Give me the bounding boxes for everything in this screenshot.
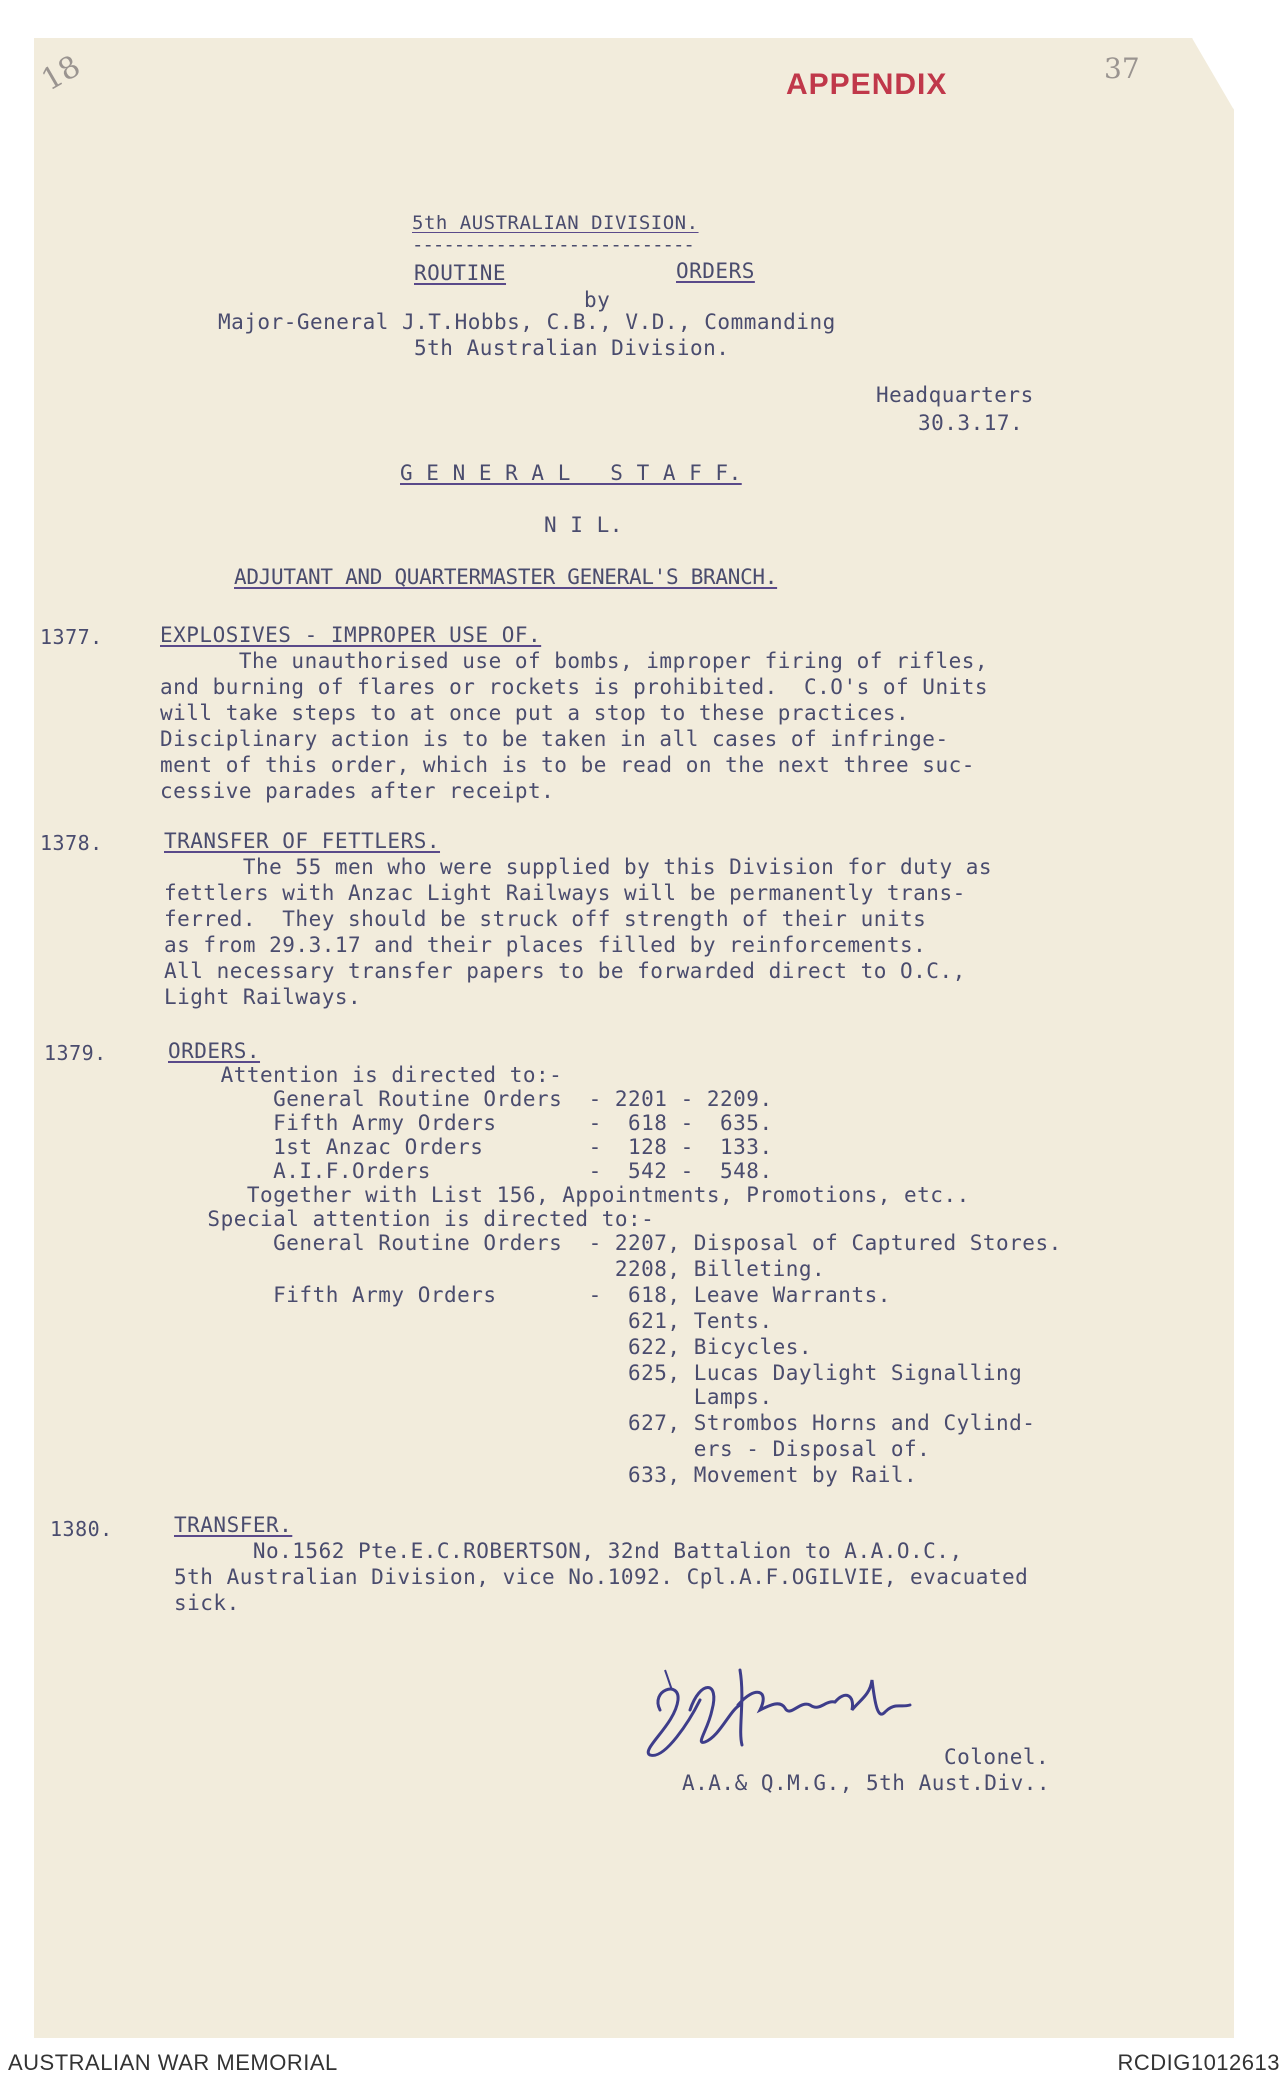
- order-title-1380: TRANSFER.: [174, 1513, 293, 1537]
- body-line: 633, Movement by Rail.: [168, 1463, 918, 1487]
- body-line: 625, Lucas Daylight Signalling: [168, 1361, 1023, 1385]
- body-line: and burning of flares or rockets is prohibited. C.O's of Units: [160, 675, 989, 699]
- body-line: The 55 men who were supplied by this Division for duty as: [164, 855, 993, 879]
- order-date: 30.3.17.: [918, 411, 1024, 435]
- body-line: Fifth Army Orders - 618, Leave Warrants.: [168, 1283, 891, 1307]
- division-heading: 5th AUSTRALIAN DIVISION.: [412, 212, 699, 234]
- body-line: cessive parades after receipt.: [160, 779, 555, 803]
- appendix-stamp: APPENDIX: [786, 68, 948, 101]
- folio-number-right: 37: [1104, 52, 1140, 85]
- signatory-title: A.A.& Q.M.G., 5th Aust.Div..: [682, 1771, 1051, 1795]
- heading-divider: ---------------------------: [412, 234, 694, 256]
- branch-heading: ADJUTANT AND QUARTERMASTER GENERAL'S BRANCH.: [234, 565, 778, 589]
- division-line: 5th Australian Division.: [414, 336, 730, 360]
- body-line: sick.: [174, 1591, 240, 1615]
- by-label: by: [584, 288, 611, 312]
- general-staff-heading: G E N E R A L S T A F F.: [400, 461, 742, 485]
- body-line: 627, Strombos Horns and Cylind-: [168, 1411, 1036, 1435]
- body-line: Special attention is directed to:-: [168, 1207, 655, 1231]
- body-line: ferred. They should be struck off strength of their units: [164, 907, 927, 931]
- body-line: Lamps.: [168, 1385, 773, 1409]
- general-staff-nil: N I L.: [544, 513, 623, 537]
- body-line: Light Railways.: [164, 985, 362, 1009]
- body-line: All necessary transfer papers to be forwarded direct to O.C.,: [164, 959, 966, 983]
- body-line: 622, Bicycles.: [168, 1335, 813, 1359]
- body-line: General Routine Orders - 2207, Disposal of Captured Stores.: [168, 1231, 1062, 1255]
- footer-institution: AUSTRALIAN WAR MEMORIAL: [8, 2050, 338, 2075]
- order-title-1378: TRANSFER OF FETTLERS.: [164, 829, 441, 853]
- order-number-1379: 1379.: [44, 1041, 107, 1065]
- order-number-1377: 1377.: [40, 625, 103, 649]
- order-title-1379: ORDERS.: [168, 1039, 261, 1063]
- signatory-rank: Colonel.: [944, 1745, 1050, 1769]
- body-line: as from 29.3.17 and their places filled by reinforcements.: [164, 933, 927, 957]
- order-number-1380: 1380.: [50, 1517, 113, 1541]
- body-line: General Routine Orders - 2201 - 2209.: [168, 1087, 773, 1111]
- body-line: 621, Tents.: [168, 1309, 773, 1333]
- body-line: ment of this order, which is to be read on the next three suc-: [160, 753, 975, 777]
- body-line: fettlers with Anzac Light Railways will be permanently trans-: [164, 881, 966, 905]
- body-line: No.1562 Pte.E.C.ROBERTSON, 32nd Battalion to A.A.O.C.,: [174, 1539, 963, 1563]
- handwritten-signature: [620, 1650, 940, 1770]
- body-line: Attention is directed to:-: [168, 1063, 563, 1087]
- body-line: 5th Australian Division, vice No.1092. Cpl.A.F.OGILVIE, evacuated: [174, 1565, 1029, 1589]
- routine-label: ROUTINE: [414, 261, 507, 285]
- body-line: 1st Anzac Orders - 128 - 133.: [168, 1135, 773, 1159]
- order-title-1377: EXPLOSIVES - IMPROPER USE OF.: [160, 623, 542, 647]
- body-line: Together with List 156, Appointments, Promotions, etc..: [168, 1183, 970, 1207]
- body-line: will take steps to at once put a stop to these practices.: [160, 701, 910, 725]
- order-number-1378: 1378.: [40, 831, 103, 855]
- body-line: 2208, Billeting.: [168, 1257, 826, 1281]
- body-line: A.I.F.Orders - 542 - 548.: [168, 1159, 773, 1183]
- body-line: The unauthorised use of bombs, improper firing of rifles,: [160, 649, 989, 673]
- folio-number-left: 18: [35, 48, 87, 99]
- headquarters-label: Headquarters: [876, 383, 1034, 407]
- body-line: Fifth Army Orders - 618 - 635.: [168, 1111, 773, 1135]
- orders-label: ORDERS: [676, 259, 755, 283]
- commander-line: Major-General J.T.Hobbs, C.B., V.D., Commanding: [218, 310, 836, 334]
- body-line: ers - Disposal of.: [168, 1437, 931, 1461]
- body-line: Disciplinary action is to be taken in all cases of infringe-: [160, 727, 949, 751]
- footer-reference: RCDIG1012613: [1117, 2050, 1280, 2075]
